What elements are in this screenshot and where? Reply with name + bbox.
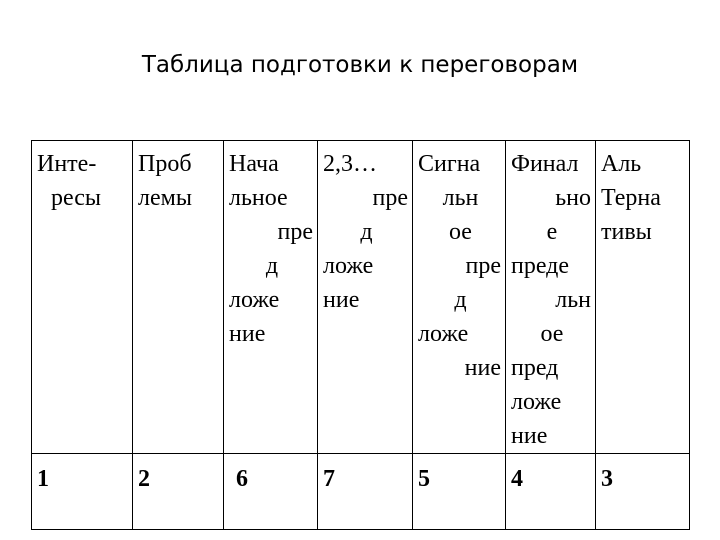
header-line: льное: [229, 185, 288, 211]
header-line: Проб: [138, 151, 192, 177]
header-line: тивы: [601, 219, 652, 245]
negotiation-prep-table: [31, 140, 690, 530]
order-cell: 1: [32, 454, 133, 530]
header-line: ложе: [511, 389, 562, 415]
header-line: ресы: [51, 185, 102, 211]
header-cell-next-offers: [318, 141, 413, 454]
header-line: д: [265, 253, 279, 279]
header-line: пред: [511, 355, 559, 381]
header-line: Терна: [601, 185, 661, 211]
order-cell: 4: [506, 454, 596, 530]
header-cell-initial-offer: [224, 141, 318, 454]
header-line: пре: [465, 253, 501, 279]
header-line: Нача: [229, 151, 279, 177]
order-row: [32, 454, 690, 530]
page-title: Таблица подготовки к переговорам: [141, 52, 579, 78]
header-cell-interests: [32, 141, 133, 454]
order-cell: 5: [413, 454, 506, 530]
header-line: ое: [540, 321, 564, 347]
header-row: [32, 141, 690, 454]
order-cell: 3: [596, 454, 690, 530]
header-line: ложе: [418, 321, 469, 347]
header-line: д: [454, 287, 467, 313]
header-line: пре: [372, 185, 408, 211]
header-line: Сигна: [418, 151, 481, 177]
header-line: Аль: [601, 151, 642, 177]
header-line: ние: [229, 321, 266, 347]
header-cell-signal-offer: [413, 141, 506, 454]
header-line: Инте-: [37, 151, 97, 177]
order-cell: 6: [224, 454, 318, 530]
header-line: ние: [323, 287, 360, 313]
header-line: Финал: [511, 151, 579, 177]
header-line: е: [546, 219, 558, 245]
header-line: 2,3…: [323, 151, 377, 177]
header-line: преде: [511, 253, 570, 279]
header-line: ое: [449, 219, 472, 245]
header-cell-problems: [133, 141, 224, 454]
header-line: льн: [442, 185, 479, 211]
header-line: ьно: [555, 185, 591, 211]
order-cell: 7: [318, 454, 413, 530]
header-line: ложе: [323, 253, 374, 279]
header-line: пре: [277, 219, 313, 245]
header-line: ние: [511, 423, 548, 449]
header-line: д: [360, 219, 373, 245]
header-line: ложе: [229, 287, 280, 313]
header-line: льн: [555, 287, 591, 313]
header-cell-final-offer: [506, 141, 596, 454]
order-cell: 2: [133, 454, 224, 530]
header-cell-alternatives: [596, 141, 690, 454]
header-line: лемы: [138, 185, 192, 211]
header-line: ние: [464, 355, 501, 381]
